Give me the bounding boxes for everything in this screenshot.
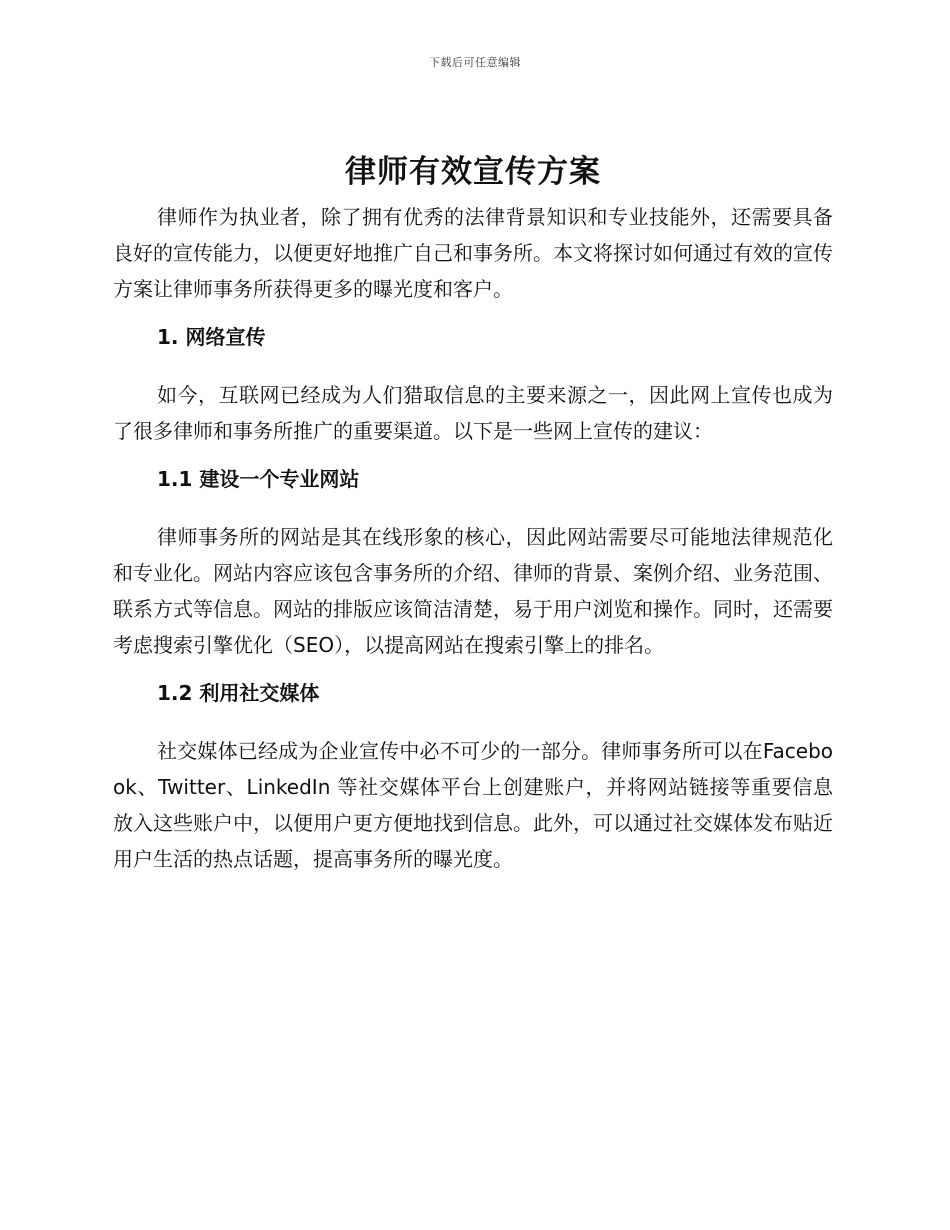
document-body bbox=[113, 145, 833, 877]
section-heading-social-media: 1.2 利用社交媒体 bbox=[157, 681, 320, 705]
section-paragraph-social-media: 社交媒体已经成为企业宣传中必不可少的一部分。律师事务所可以在Facebook、Twitter、LinkedIn 等社交媒体平台上创建账户，并将网站链接等重要信息放入这些账户中，以便用户更方便地找到信息。此外，可以通过社交媒体发布贴近用户生活的热点话题，提高事务所的曝光度。 bbox=[113, 739, 833, 871]
section-paragraph-network: 如今，互联网已经成为人们猎取信息的主要来源之一，因此网上宣传也成为了很多律师和事务所推广的重要渠道。以下是一些网上宣传的建议： bbox=[113, 383, 833, 443]
section-heading-website: 1.1 建设一个专业网站 bbox=[157, 467, 360, 491]
page-header-note: 下载后可任意编辑 bbox=[429, 56, 521, 69]
intro-paragraph: 律师作为执业者，除了拥有优秀的法律背景知识和专业技能外，还需要具备良好的宣传能力，以便更好地推广自己和事务所。本文将探讨如何通过有效的宣传方案让律师事务所获得更多的曝光度和客户。 bbox=[113, 205, 833, 301]
section-heading-network: 1. 网络宣传 bbox=[157, 325, 266, 349]
document-title: 律师有效宣传方案 bbox=[345, 154, 601, 190]
section-paragraph-website: 律师事务所的网站是其在线形象的核心，因此网站需要尽可能地法律规范化和专业化。网站内容应该包含事务所的介绍、律师的背景、案例介绍、业务范围、联系方式等信息。网站的排版应该简洁清楚，易于用户浏览和操作。同时，还需要考虑搜索引擎优化（SEO），以提高网站在搜索引擎上的排名。 bbox=[113, 525, 833, 657]
